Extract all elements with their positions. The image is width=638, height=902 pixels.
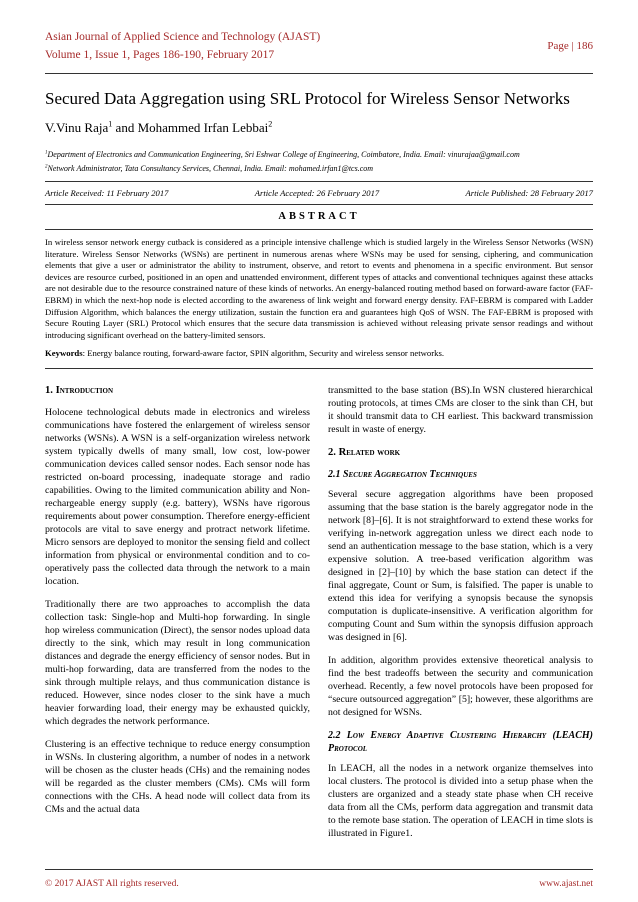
journal-header-left [45, 28, 320, 65]
intro-paragraph-2: Traditionally there are two approaches to accomplish the data collection task: Single-hop and Multi-hop forwarding. In single hop wireless communication (Direct), the sensor nodes upload data directly to the sink, which may result in long communication distances and degrade the energy efficiency of sensor nodes. But in multi-hop forwarding, data are transferred from the nodes to the sink through multiple relays, and thus communication distance is reduced. However, since nodes closer to the sink have a much heavier forwarding load, their energy may be exhausted quickly, which degrades the network performance. [45, 599, 310, 728]
abstract-text: In wireless sensor network energy cutback is considered as a principle intensive challenge which is studied largely in the Wireless Sensor Networks (WSN) literature. Wireless Sensor Networks (WSNs) are pertinent in numerous arenas where WSNs may be used for sensing, ciphering, and communication elements that give a user or administrator the ability to instrument, observe, and retort to events and phenomena in a specific environment. But sensor devices are resource curbed, positioned in an open and unattended environment, different types of attacks and conventional techniques against these attacks are not desirable due to the resource constrained nature of these kinds of networks. An energy-balanced routing method based on forward-aware factor (FAF-EBRM) in which the next-hop node is elected according to the awareness of link weight and forward energy density. FAF-EBRM is compared with Ladder Diffusion Algorithm, which balances the energy utilization, sustain the function era and guarantees high QoS of WSN. The FAF-EBRM is proposed with Secure Routing Layer (SRL) Protocol which ensures that the secure data transmission is achieved without releasing private sensor readings and without introducing significant overhead on the battery-limited sensors. [45, 237, 593, 340]
intro-paragraph-continued: transmitted to the base station (BS).In WSN clustered hierarchical routing protocols, at times CMs are closer to the sink than CH, but it should transmit data to CH earliest. This backward transmission result in waste of energy. [328, 384, 593, 435]
header-divider [45, 73, 593, 74]
intro-paragraph-3: Clustering is an effective technique to reduce energy consumption in WSNs. In clustering algorithm, a number of nodes in a network will be chosen as the cluster heads (CHs) and the remaining nodes will be regarded as the cluster members (CMs). CMs will form connections with the CHs. A head node will collect data from its CMs and the actual data [45, 739, 310, 816]
left-column [45, 384, 310, 851]
right-column [328, 384, 593, 851]
author-2-affiliation-mark: 2 [268, 119, 273, 129]
journal-website-link[interactable]: www.ajast.net [539, 879, 593, 889]
affiliation-2-mark: 2 [45, 164, 48, 170]
date-accepted: Article Accepted: 26 February 2017 [254, 188, 380, 199]
section-heading-related-work: 2. Related work [328, 446, 401, 458]
subsection-heading-secure-aggregation: 2.1 Secure Aggregation Techniques [328, 468, 477, 480]
affiliation-1-text: Department of Electronics and Communication Engineering, Sri Eshwar College of Engineering, Coimbatore, India. Email: vinurajaa@gmail.com [47, 150, 520, 160]
date-published: Article Published: 28 February 2017 [465, 188, 593, 199]
affiliation-1-mark: 1 [45, 150, 48, 156]
authors-line [45, 120, 593, 136]
article-title: Secured Data Aggregation using SRL Protocol for Wireless Sensor Networks [45, 88, 570, 108]
article-dates-row [45, 182, 593, 204]
abstract-bottom-divider [45, 368, 593, 369]
author-1-name: V.Vinu Raja [45, 120, 109, 136]
subsection-heading-leach-protocol: 2.2 Low Energy Adaptive Clustering Hierarchy (LEACH) Protocol [328, 730, 593, 755]
abstract-heading-divider [45, 229, 593, 230]
copyright-notice: © 2017 AJAST All rights reserved. [45, 879, 179, 889]
keywords-label: Keywords [45, 348, 83, 359]
date-received: Article Received: 11 February 2017 [45, 188, 169, 199]
author-1-affiliation-mark: 1 [108, 119, 113, 129]
intro-paragraph-1: Holocene technological debuts made in electronics and wireless communications have fostered the enlargement of wireless sensor networks (WSNs). A WSN is a self-organization wireless network system typically dwells of many small, low cost, low-power communication devices called sensor nodes. Each sensor node has restricted on-board processing, inadequate storage and radio capabilities. Owing to the limited communication ability and Non-rechargeable energy supply (e.g. battery), WSNs have rigorous requirements about power consumption. Therefore energy-efficient protocols are vital to save energy and protract network lifetime. Micro sensors are deployed to monitor the sensing field and collect information from physical or environmental condition and to co-operatively pass the collected data through the network to a main location. [45, 406, 310, 588]
secure-aggregation-paragraph-1: Several secure aggregation algorithms have been proposed assuming that the base station is the barely aggregator node in the network [8]–[6]. It is not straightforward to extend these works for verifying in-network aggregation unless we direct each node to send an authentication message to the base station, which is a very expensive solution. A tree-based verification algorithm was designed in [2]–[10] by which the base station can detect if the final aggregate, Count or Sum, is falsified. The paper is unable to extend this idea for verifying a synopsis because the synopsis computation is duplicate-insensitive. A verification algorithm for computing Count and Sum within the synopsis diffusion approach was designed in [6]. [328, 488, 593, 644]
affiliation-2 [45, 163, 593, 175]
authors-separator: and [112, 120, 138, 136]
keywords-text: : Energy balance routing, forward-aware factor, SPIN algorithm, Security and wireless sensor networks. [82, 348, 445, 359]
body-columns [45, 384, 593, 851]
abstract-heading: ABSTRACT [278, 211, 360, 223]
keywords-line [45, 348, 593, 360]
author-2-name: Mohammed Irfan Lebbai [137, 120, 269, 136]
journal-header [45, 28, 593, 65]
page-number: Page | 186 [547, 40, 593, 53]
leach-paragraph-1: In LEACH, all the nodes in a network organize themselves into local clusters. The protocol is divided into a setup phase when the clusters are organized and a steady state phase when CH receive data from all the CMs, perform data aggregation and transmit data to the remote base station. The operation of LEACH in time slots is illustrated in Figure1. [328, 763, 593, 840]
secure-aggregation-paragraph-2: In addition, algorithm provides extensive theoretical analysis to find the best tradeoffs between the security and communication overhead. Recently, a few novel protocols have been proposed for “secure outsourced aggregation” [5]; however, these algorithms are not designed for WSNs. [328, 655, 593, 719]
journal-name: Asian Journal of Applied Science and Technology (AJAST) [45, 31, 321, 43]
affiliations-block [45, 149, 593, 175]
section-heading-introduction: 1. Introduction [45, 384, 113, 396]
affiliation-2-text: Network Administrator, Tata Consultancy Services, Chennai, India. Email: mohamed.irfan1@tcs.com [47, 164, 374, 174]
page-footer [45, 869, 593, 889]
journal-issue-info: Volume 1, Issue 1, Pages 186-190, February 2017 [45, 49, 275, 62]
affiliation-1 [45, 149, 593, 161]
